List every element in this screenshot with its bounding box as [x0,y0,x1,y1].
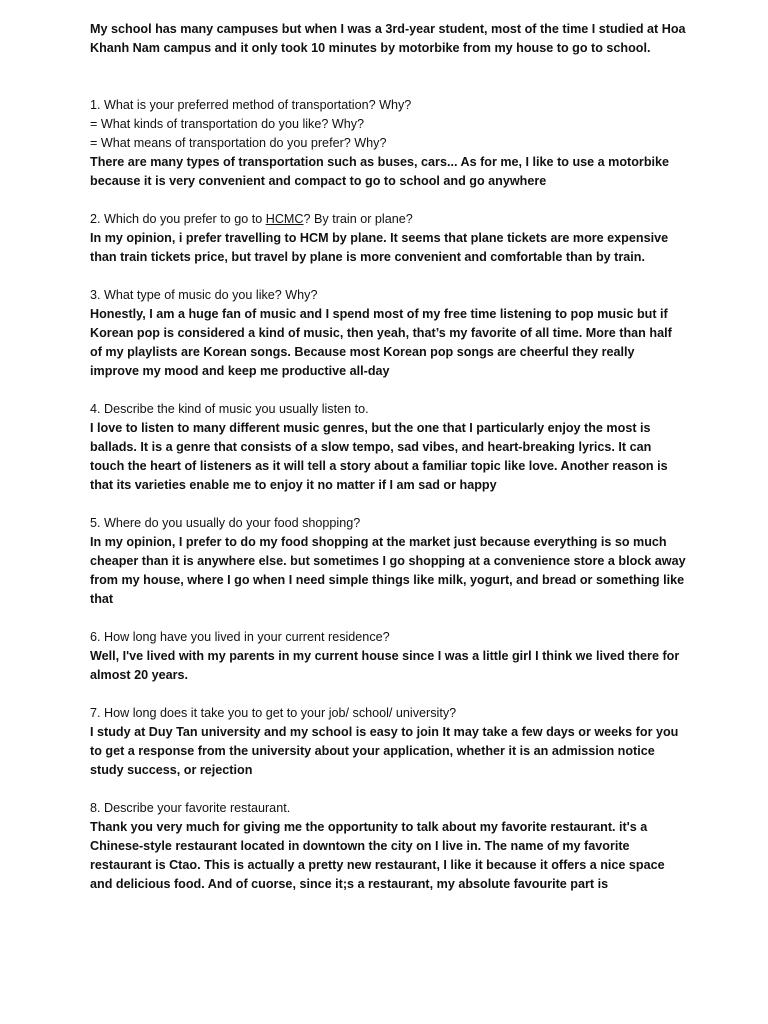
question-1-alternative-2: = What means of transportation do you prefer? Why? [90,136,387,150]
question-1: 1. What is your preferred method of transportation? Why? [90,98,412,112]
answer-6: Well, I've lived with my parents in my current house since I was a little girl I think we lived there for almost 20 years. [90,649,680,682]
question-8: 8. Describe your favorite restaurant. [90,801,291,815]
intro-paragraph: My school has many campuses but when I was a 3rd-year student, most of the time I studied at Hoa Khanh Nam campus and it only took 10 minutes by motorbike from my house to go to school. [90,22,686,55]
qa-item-5 [90,514,686,609]
qa-item-6 [90,628,686,685]
answer-2: In my opinion, i prefer travelling to HCM by plane. It seems that plane tickets are more expensive than train tickets price, but travel by plane is more convenient and comfortable than by train. [90,231,669,264]
question-4: 4. Describe the kind of music you usually listen to. [90,402,369,416]
question-6: 6. How long have you lived in your current residence? [90,630,390,644]
answer-3: Honestly, I am a huge fan of music and I spend most of my free time listening to pop music but if Korean pop is considered a kind of music, then yeah, that’s my favorite of all time. More than half of my playlists are Korean songs. Because most Korean pop songs are cheerful they really improve my mood and keep me productive all-day [90,307,672,378]
qa-item-3 [90,286,686,381]
answer-8: Thank you very much for giving me the opportunity to talk about my favorite restaurant. it's a Chinese-style restaurant located in downtown the city on I live in. The name of my favorite restaurant is Ctao. This is actually a pretty new restaurant, I like it because it offers a nice space and delicious food. And of cuorse, since it;s a restaurant, my absolute favourite part is [90,820,665,891]
question-5: 5. Where do you usually do your food shopping? [90,516,361,530]
document-page [90,20,686,913]
qa-item-8 [90,799,686,894]
qa-item-7 [90,704,686,780]
qa-item-4 [90,400,686,495]
answer-4: I love to listen to many different music genres, but the one that I particularly enjoy the most is ballads. It is a genre that consists of a slow tempo, sad vibes, and heart-breaking lyrics. It can touch the heart of listeners as it will tell a story about a familiar topic like love. Another reason is that its varieties enable me to enjoy it no matter if I am sad or happy [90,421,668,492]
answer-7: I study at Duy Tan university and my school is easy to join It may take a few days or weeks for you to get a response from the university about your application, whether it is an admission notice study success, or rejection [90,725,679,777]
question-2-text-after: ? By train or plane? [303,212,413,226]
question-2-text-before: 2. Which do you prefer to go to [90,212,266,226]
qa-item-1 [90,96,686,191]
question-2 [90,210,686,229]
hcmc-underlined-term: HCMC [265,212,304,226]
question-1-alternative-1: = What kinds of transportation do you like? Why? [90,117,365,131]
qa-item-2 [90,210,686,267]
question-3: 3. What type of music do you like? Why? [90,288,318,302]
answer-5: In my opinion, I prefer to do my food shopping at the market just because everything is so much cheaper than it is anywhere else. but sometimes I go shopping at a convenience store a block away from my house, where I go when I need simple things like milk, yogurt, and bread or something like that [90,535,686,606]
answer-1: There are many types of transportation such as buses, cars... As for me, I like to use a motorbike because it is very convenient and compact to go to school and go anywhere [90,155,670,188]
question-7: 7. How long does it take you to get to your job/ school/ university? [90,706,457,720]
